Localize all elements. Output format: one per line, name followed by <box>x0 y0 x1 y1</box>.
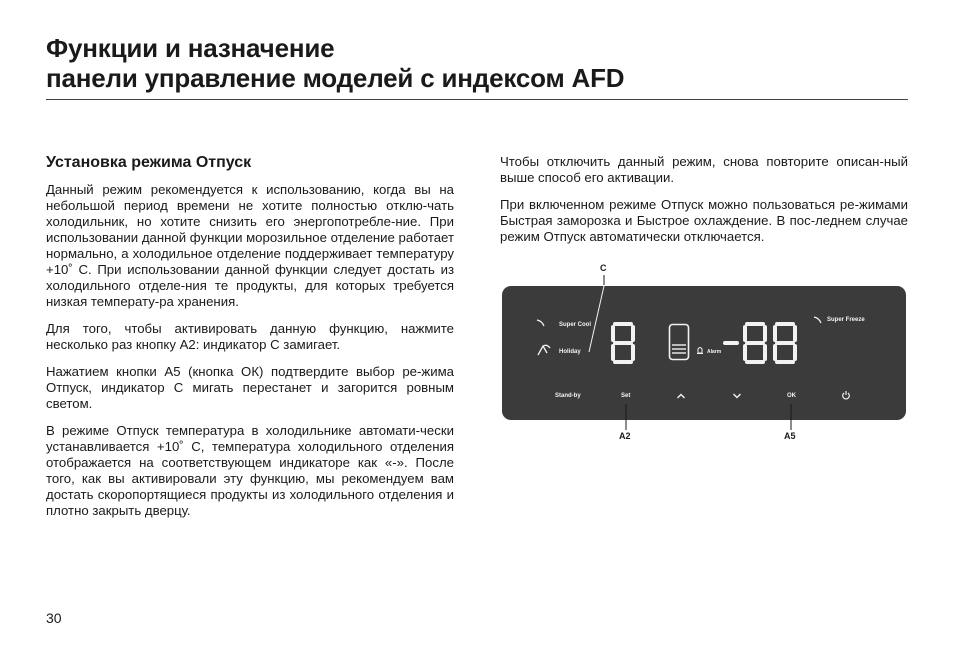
title-line-2: панели управление моделей с индексом AFD <box>46 63 625 93</box>
paragraph: При включенном режиме Отпуск можно пользоваться ре-жимами Быстрая заморозка и Быстрое охлаждение. В пос-леднем случае режим Отпуск автоматически отключается. <box>500 197 908 244</box>
callout-a5: A5 <box>784 431 796 441</box>
callout-a2: A2 <box>619 431 631 441</box>
paragraph: Данный режим рекомендуется к использованию, когда вы на небольшой период времени не хотите полностью отклю-чать холодильник, но хотите снизить его энергопотребле-ние. При использовании данной функции морозильное отделение работает нормально, а холодильное отделение поддерживает температуру +10˚ С. При использовании данной функции следует достать из холодильного отделе-ния те продукты, для которых требуется низкая температу-ра хранения. <box>46 182 454 309</box>
standby-button[interactable]: Stand-by <box>555 393 581 399</box>
title-line-1: Функции и назначение <box>46 33 335 63</box>
paragraph: Чтобы отключить данный режим, снова повторите описан-ный выше способ его активации. <box>500 154 908 185</box>
page-number: 30 <box>46 610 62 626</box>
super-freeze-label: Super Freeze <box>827 317 865 323</box>
paragraph: Для того, чтобы активировать данную функцию, нажмите несколько раз кнопку А2: индикатор С замигает. <box>46 321 454 352</box>
paragraph: Нажатием кнопки А5 (кнопка ОК) подтвердите выбор ре-жима Отпуск, индикатор С мигать перестанет и загорится ровным светом. <box>46 364 454 411</box>
alarm-label: Alarm <box>707 349 722 355</box>
set-button[interactable]: Set <box>621 393 631 399</box>
callout-c: C <box>600 263 607 273</box>
holiday-label: Holiday <box>559 349 581 355</box>
super-cool-label: Super Cool <box>559 322 592 328</box>
ok-button[interactable]: OK <box>787 393 796 399</box>
section-heading: Установка режима Отпуск <box>46 154 252 171</box>
paragraph: В режиме Отпуск температура в холодильнике автомати-чески устанавливается +10˚ С, температура холодильного отделения отображается на соответствующем индикаторе как «-». После того, как вы активировали эту функцию, мы рекомендуем вам достать скоропортящиеся продукты из холодильного отделения и плотно закрыть дверцу. <box>46 423 454 518</box>
